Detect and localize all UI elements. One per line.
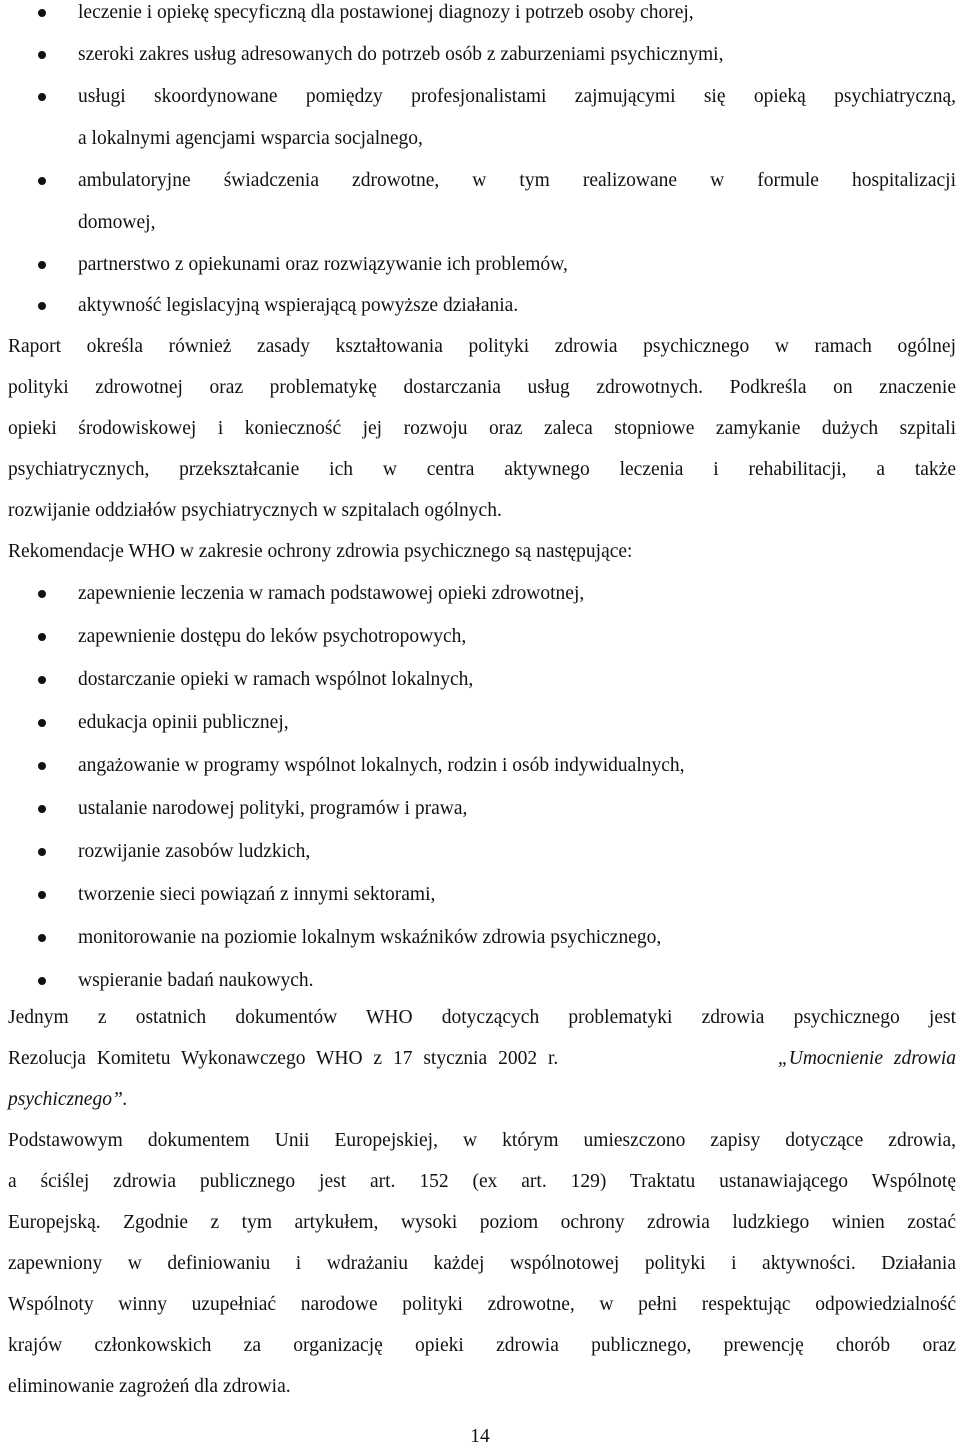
- bullet-icon: [38, 590, 46, 598]
- bullet-icon: [38, 9, 46, 17]
- paragraph-line: a ściślej zdrowia publicznego jest art. 152 (ex art. 129) Traktatu ustanawiającego Wspólnotę: [8, 1171, 956, 1192]
- bullet-icon: [38, 93, 46, 101]
- bullet-icon: [38, 977, 46, 985]
- list-item: monitorowanie na poziomie lokalnym wskaźników zdrowia psychicznego,: [78, 927, 662, 948]
- bullet-icon: [38, 302, 46, 310]
- bullet-icon: [38, 848, 46, 856]
- paragraph-line: Raport określa również zasady kształtowania polityki zdrowia psychicznego w ramach ogólnej: [8, 336, 956, 357]
- list-item-continuation: a lokalnymi agencjami wsparcia socjalnego,: [78, 128, 423, 149]
- bullet-icon: [38, 762, 46, 770]
- paragraph-line: eliminowanie zagrożeń dla zdrowia.: [8, 1376, 291, 1397]
- bullet-icon: [38, 934, 46, 942]
- resolution-title-continuation: psychicznego”.: [8, 1089, 128, 1110]
- list-item: dostarczanie opieki w ramach wspólnot lokalnych,: [78, 669, 474, 690]
- list-item: edukacja opinii publicznej,: [78, 712, 289, 733]
- paragraph-line: rozwijanie oddziałów psychiatrycznych w szpitalach ogólnych.: [8, 500, 502, 521]
- list-item: wspieranie badań naukowych.: [78, 970, 314, 991]
- list-item: rozwijanie zasobów ludzkich,: [78, 841, 311, 862]
- bullet-icon: [38, 177, 46, 185]
- list-item: ustalanie narodowej polityki, programów i prawa,: [78, 798, 468, 819]
- list-item: szeroki zakres usług adresowanych do potrzeb osób z zaburzeniami psychicznymi,: [78, 44, 724, 65]
- resolution-title: „Umocnienie zdrowia: [777, 1048, 956, 1069]
- paragraph-line: Europejską. Zgodnie z tym artykułem, wysoki poziom ochrony zdrowia ludzkiego winien zostać: [8, 1212, 956, 1233]
- page-number: 14: [470, 1426, 490, 1447]
- paragraph-line: polityki zdrowotnej oraz problematykę dostarczania usług zdrowotnych. Podkreśla on znaczenie: [8, 377, 956, 398]
- list-item: partnerstwo z opiekunami oraz rozwiązywanie ich problemów,: [78, 254, 568, 275]
- paragraph-line: Jednym z ostatnich dokumentów WHO dotyczących problematyki zdrowia psychicznego jest: [8, 1007, 956, 1028]
- paragraph-line: Podstawowym dokumentem Unii Europejskiej, w którym umieszczono zapisy dotyczące zdrowia,: [8, 1130, 956, 1151]
- list-item: ambulatoryjne świadczenia zdrowotne, w tym realizowane w formule hospitalizacji: [78, 170, 956, 191]
- list-item-continuation: domowej,: [78, 212, 156, 233]
- bullet-icon: [38, 805, 46, 813]
- list-item: aktywność legislacyjną wspierającą powyższe działania.: [78, 295, 519, 316]
- recommendations-intro: Rekomendacje WHO w zakresie ochrony zdrowia psychicznego są następujące:: [8, 541, 633, 562]
- list-item: tworzenie sieci powiązań z innymi sektorami,: [78, 884, 436, 905]
- paragraph-line: opieki środowiskowej i konieczność jej rozwoju oraz zaleca stopniowe zamykanie dużych szpitali: [8, 418, 956, 439]
- list-item: usługi skoordynowane pomiędzy profesjonalistami zajmującymi się opieką psychiatryczną,: [78, 86, 956, 107]
- list-item: leczenie i opiekę specyficzną dla postawionej diagnozy i potrzeb osoby chorej,: [78, 2, 694, 23]
- bullet-icon: [38, 633, 46, 641]
- bullet-icon: [38, 891, 46, 899]
- bullet-icon: [38, 719, 46, 727]
- list-item: zapewnienie leczenia w ramach podstawowej opieki zdrowotnej,: [78, 583, 585, 604]
- paragraph-line: psychiatrycznych, przekształcanie ich w centra aktywnego leczenia i rehabilitacji, a także: [8, 459, 956, 480]
- paragraph-line: zapewniony w definiowaniu i wdrażaniu każdej wspólnotowej polityki i aktywności. Działania: [8, 1253, 956, 1274]
- bullet-icon: [38, 261, 46, 269]
- bullet-icon: [38, 51, 46, 59]
- bullet-icon: [38, 676, 46, 684]
- resolution-text: Rezolucja Komitetu Wykonawczego WHO z 17 stycznia 2002 r.: [8, 1048, 559, 1069]
- list-item: angażowanie w programy wspólnot lokalnych, rodzin i osób indywidualnych,: [78, 755, 685, 776]
- paragraph-line: krajów członkowskich za organizację opieki zdrowia publicznego, prewencję chorób oraz: [8, 1335, 956, 1356]
- paragraph-line: [8, 1046, 956, 1072]
- list-item: zapewnienie dostępu do leków psychotropowych,: [78, 626, 467, 647]
- paragraph-line: Wspólnoty winny uzupełniać narodowe polityki zdrowotne, w pełni respektując odpowiedzialność: [8, 1294, 956, 1315]
